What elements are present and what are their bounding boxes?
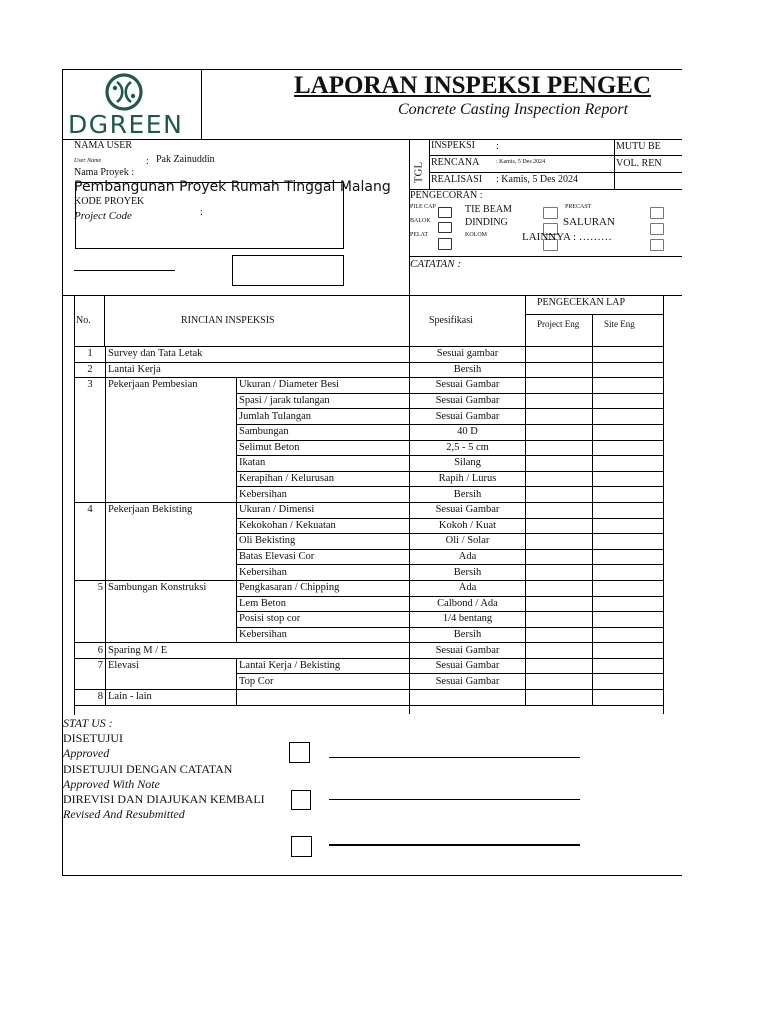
- realisasi-label: REALISASI: [431, 174, 483, 185]
- no-header: No.: [76, 315, 91, 326]
- row-number: [75, 534, 106, 550]
- row-detail: Ukuran / Dimensi: [237, 502, 410, 518]
- row-item: [106, 393, 237, 409]
- table-row: [75, 612, 664, 628]
- project-eng-check-cell[interactable]: [526, 674, 593, 690]
- row-spec: Sesuai Gambar: [410, 393, 526, 409]
- approved-note-checkbox[interactable]: [291, 790, 311, 810]
- project-eng-check-cell[interactable]: [526, 612, 593, 628]
- status-approved-en: Approved: [63, 746, 110, 760]
- site-eng-check-cell[interactable]: [593, 549, 664, 565]
- site-eng-check-cell[interactable]: [593, 424, 664, 440]
- inspeksi-colon: :: [496, 141, 499, 152]
- site-eng-check-cell[interactable]: [593, 643, 664, 659]
- row-detail: Kebersihan: [237, 627, 410, 643]
- revised-signature-line: [329, 844, 580, 846]
- row-number: 6: [75, 643, 106, 659]
- status-label: STAT US :: [63, 716, 113, 730]
- table-row: [75, 518, 664, 534]
- project-eng-check-cell[interactable]: [526, 409, 593, 425]
- row-detail: Posisi stop cor: [237, 612, 410, 628]
- site-eng-header: Site Eng: [604, 319, 635, 329]
- row-number: [75, 627, 106, 643]
- row-detail: Kekokohan / Kekuatan: [237, 518, 410, 534]
- logo-text: DGREEN: [68, 110, 184, 139]
- pengecoran-bottom-line: [409, 256, 682, 257]
- row-detail: [237, 690, 410, 706]
- report-subtitle: Concrete Casting Inspection Report: [398, 101, 629, 118]
- site-eng-check-cell[interactable]: [593, 362, 664, 378]
- site-eng-check-cell[interactable]: [593, 690, 664, 706]
- row-item: [106, 596, 237, 612]
- rencana-label: RENCANA: [431, 157, 480, 168]
- row-detail: Top Cor: [237, 674, 410, 690]
- project-eng-check-cell[interactable]: [526, 456, 593, 472]
- site-eng-check-cell[interactable]: [593, 534, 664, 550]
- row-spec: Sesuai Gambar: [410, 502, 526, 518]
- site-eng-check-cell[interactable]: [593, 487, 664, 503]
- row-detail: Pengkasaran / Chipping: [237, 580, 410, 596]
- row-spec: Kokoh / Kuat: [410, 518, 526, 534]
- signature-box[interactable]: [232, 255, 344, 286]
- table-row: [75, 456, 664, 472]
- row-number: [75, 456, 106, 472]
- row-item: Lain - lain: [106, 690, 237, 706]
- realisasi-value[interactable]: : Kamis, 5 Des 2024: [496, 174, 578, 185]
- row-item: Survey dan Tata Letak: [106, 347, 410, 363]
- row-spec: Bersih: [410, 627, 526, 643]
- kolom-label: KOLOM: [465, 232, 487, 238]
- table-row: [75, 347, 664, 363]
- table-row: [75, 440, 664, 456]
- row-number: [75, 487, 106, 503]
- row-item: Sparing M / E: [106, 643, 410, 659]
- row-spec: Silang: [410, 456, 526, 472]
- rencana-value[interactable]: : Kamis, 5 Des 2024: [496, 159, 546, 165]
- row-spec: Bersih: [410, 487, 526, 503]
- row-spec: Bersih: [410, 362, 526, 378]
- status-approved: DISETUJUI: [63, 731, 123, 745]
- pengecekan-header: PENGECEKAN LAP: [537, 297, 626, 308]
- row-number: 1: [75, 347, 106, 363]
- row-spec: 40 D: [410, 424, 526, 440]
- table-row: [75, 549, 664, 565]
- row-number: 8: [75, 690, 106, 706]
- table-row: [75, 580, 664, 596]
- row-spec: Calbond / Ada: [410, 596, 526, 612]
- project-eng-check-cell[interactable]: [526, 580, 593, 596]
- row-item: Pekerjaan Pembesian: [106, 378, 237, 394]
- row-item: [106, 518, 237, 534]
- row-spec: [410, 690, 526, 706]
- tgl-label: TGL: [412, 161, 425, 184]
- project-eng-check-cell[interactable]: [526, 549, 593, 565]
- site-eng-check-cell[interactable]: [593, 502, 664, 518]
- balok-label: BALOK: [410, 218, 431, 224]
- site-eng-check-cell[interactable]: [593, 393, 664, 409]
- user-value[interactable]: Pak Zainuddin: [156, 154, 215, 165]
- approved-checkbox[interactable]: [289, 742, 310, 763]
- inspeksi-label: INSPEKSI: [431, 140, 475, 151]
- user-colon: :: [146, 156, 149, 167]
- table-row: [75, 674, 664, 690]
- row-item: Sambungan Konstruksi: [106, 580, 237, 596]
- project-eng-check-cell[interactable]: [526, 658, 593, 674]
- table-row: [75, 690, 664, 706]
- revised-checkbox[interactable]: [291, 836, 312, 857]
- project-code-label-en: Project Code: [74, 210, 132, 222]
- site-eng-check-cell[interactable]: [593, 347, 664, 363]
- row-detail: Spasi / jarak tulangan: [237, 393, 410, 409]
- site-eng-check-cell[interactable]: [593, 518, 664, 534]
- row-number: [75, 409, 106, 425]
- row-number: 5: [75, 580, 106, 596]
- row-number: 4: [75, 502, 106, 518]
- approved-note-signature-line: [329, 799, 580, 800]
- precast-label: PRECAST: [565, 204, 592, 210]
- pengecoran-label: PENGECORAN :: [410, 190, 483, 201]
- row-item: [106, 424, 237, 440]
- date-row-line-1: [429, 155, 682, 156]
- pelat-label: PELAT: [410, 232, 428, 238]
- row-detail: Sambungan: [237, 424, 410, 440]
- row-item: [106, 456, 237, 472]
- row-number: [75, 471, 106, 487]
- tie-beam-checkbox[interactable]: [543, 207, 558, 219]
- inspection-table: [74, 346, 664, 706]
- project-eng-check-cell[interactable]: [526, 596, 593, 612]
- table-row: [75, 471, 664, 487]
- row-item: [106, 409, 237, 425]
- mutu-beton-label: MUTU BE: [616, 141, 661, 152]
- row-number: [75, 674, 106, 690]
- site-eng-check-cell[interactable]: [593, 409, 664, 425]
- row-number: [75, 518, 106, 534]
- row-number: [75, 596, 106, 612]
- table-row: [75, 534, 664, 550]
- row-detail: Batas Elevasi Cor: [237, 549, 410, 565]
- project-name-value[interactable]: Pembangunan Proyek Rumah Tinggal Malang: [74, 179, 391, 195]
- row-spec: Oli / Solar: [410, 534, 526, 550]
- table-row: [75, 627, 664, 643]
- site-col-line: [592, 314, 593, 346]
- row-number: [75, 612, 106, 628]
- saluran-label: SALURAN: [563, 216, 615, 228]
- project-eng-check-cell[interactable]: [526, 440, 593, 456]
- saluran-checkbox[interactable]: [650, 223, 664, 235]
- check-col-line: [525, 295, 526, 346]
- row-detail: Kerapihan / Kelurusan: [237, 471, 410, 487]
- row-number: 3: [75, 378, 106, 394]
- project-eng-check-cell[interactable]: [526, 565, 593, 581]
- row-detail: Selimut Beton: [237, 440, 410, 456]
- table-row: [75, 502, 664, 518]
- row-number: [75, 440, 106, 456]
- row-item: Lantai Kerja: [106, 362, 410, 378]
- row-item: [106, 487, 237, 503]
- row-detail: Ukuran / Diameter Besi: [237, 378, 410, 394]
- row-detail: Kebersihan: [237, 565, 410, 581]
- dinding-label: DINDING: [465, 217, 508, 228]
- row-spec: Sesuai Gambar: [410, 378, 526, 394]
- site-eng-check-cell[interactable]: [593, 565, 664, 581]
- row-detail: Lem Beton: [237, 596, 410, 612]
- row-item: [106, 534, 237, 550]
- project-eng-check-cell[interactable]: [526, 378, 593, 394]
- table-row: [75, 378, 664, 394]
- row-spec: 1/4 bentang: [410, 612, 526, 628]
- project-eng-check-cell[interactable]: [526, 362, 593, 378]
- row-item: [106, 674, 237, 690]
- row-spec: Rapih / Lurus: [410, 471, 526, 487]
- site-eng-check-cell[interactable]: [593, 674, 664, 690]
- row-number: 2: [75, 362, 106, 378]
- status-revised: DIREVISI DAN DIAJUKAN KEMBALI: [63, 792, 265, 806]
- spesifikasi-header: Spesifikasi: [429, 315, 473, 326]
- project-name-label: Nama Proyek :: [74, 167, 134, 178]
- table-row: [75, 565, 664, 581]
- table-row: [75, 658, 664, 674]
- check-subheader-line: [525, 314, 663, 315]
- precast-checkbox[interactable]: [650, 207, 664, 219]
- project-eng-check-cell[interactable]: [526, 627, 593, 643]
- project-eng-check-cell[interactable]: [526, 347, 593, 363]
- pelat-checkbox[interactable]: [438, 238, 452, 250]
- row-item: [106, 549, 237, 565]
- row-number: 7: [75, 658, 106, 674]
- project-eng-header: Project Eng: [537, 319, 580, 329]
- status-revised-en: Revised And Resubmitted: [63, 807, 185, 821]
- project-eng-check-cell[interactable]: [526, 518, 593, 534]
- row-spec: Ada: [410, 580, 526, 596]
- site-eng-check-cell[interactable]: [593, 580, 664, 596]
- tie-beam-label: TIE BEAM: [465, 204, 512, 215]
- table-row: [75, 424, 664, 440]
- vol-rencana-label: VOL. REN: [616, 158, 662, 169]
- table-row: [75, 362, 664, 378]
- row-spec: Sesuai Gambar: [410, 643, 526, 659]
- lainnya-label[interactable]: LAINNYA : ………: [522, 231, 612, 243]
- row-detail: Lantai Kerja / Bekisting: [237, 658, 410, 674]
- header-bottom-line: [62, 139, 682, 140]
- company-logo: [68, 72, 198, 138]
- lainnya-checkbox[interactable]: [650, 239, 664, 251]
- project-eng-check-cell[interactable]: [526, 424, 593, 440]
- project-code-colon: :: [200, 207, 203, 218]
- approved-signature-line: [329, 757, 580, 758]
- no-col-line: [104, 295, 105, 346]
- site-eng-check-cell[interactable]: [593, 627, 664, 643]
- catatan-label: CATATAN :: [410, 258, 462, 270]
- row-detail: Oli Bekisting: [237, 534, 410, 550]
- row-item: Elevasi: [106, 658, 237, 674]
- row-spec: Bersih: [410, 565, 526, 581]
- rincian-header: RINCIAN INSPEKSIS: [181, 315, 275, 326]
- site-eng-check-cell[interactable]: [593, 612, 664, 628]
- logo-divider: [201, 69, 202, 139]
- project-eng-check-cell[interactable]: [526, 487, 593, 503]
- row-spec: Sesuai Gambar: [410, 674, 526, 690]
- project-eng-check-cell[interactable]: [526, 393, 593, 409]
- project-eng-check-cell[interactable]: [526, 502, 593, 518]
- site-eng-check-cell[interactable]: [593, 471, 664, 487]
- site-eng-check-cell[interactable]: [593, 440, 664, 456]
- row-item: [106, 471, 237, 487]
- user-label-en: User Name: [74, 158, 102, 164]
- table-row: [75, 487, 664, 503]
- project-eng-check-cell[interactable]: [526, 534, 593, 550]
- project-eng-check-cell[interactable]: [526, 690, 593, 706]
- row-number: [75, 549, 106, 565]
- site-eng-check-cell[interactable]: [593, 378, 664, 394]
- project-code-label: KODE PROYEK: [74, 196, 145, 207]
- balok-checkbox[interactable]: [438, 222, 452, 233]
- row-item: Pekerjaan Bekisting: [106, 502, 237, 518]
- site-eng-check-cell[interactable]: [593, 658, 664, 674]
- site-eng-check-cell[interactable]: [593, 596, 664, 612]
- row-number: [75, 393, 106, 409]
- row-spec: Sesuai gambar: [410, 347, 526, 363]
- signature-line: [74, 270, 175, 271]
- table-row: [75, 393, 664, 409]
- row-item: [106, 627, 237, 643]
- site-eng-check-cell[interactable]: [593, 456, 664, 472]
- table-row: [75, 596, 664, 612]
- row-item: [106, 612, 237, 628]
- table-top-line: [62, 295, 682, 296]
- table-row: [75, 409, 664, 425]
- row-item: [106, 440, 237, 456]
- table-row: [75, 643, 664, 659]
- mutu-divider: [614, 139, 615, 189]
- row-detail: Kebersihan: [237, 487, 410, 503]
- project-eng-check-cell[interactable]: [526, 643, 593, 659]
- tgl-divider: [429, 139, 430, 189]
- status-approved-note-en: Approved With Note: [63, 777, 160, 791]
- row-number: [75, 424, 106, 440]
- row-item: [106, 565, 237, 581]
- report-title: LAPORAN INSPEKSI PENGEC: [294, 72, 651, 99]
- row-detail: Jumlah Tulangan: [237, 409, 410, 425]
- pile-cap-checkbox[interactable]: [438, 207, 452, 218]
- row-number: [75, 565, 106, 581]
- row-spec: Sesuai Gambar: [410, 409, 526, 425]
- row-detail: Ikatan: [237, 456, 410, 472]
- row-spec: Ada: [410, 549, 526, 565]
- pile-cap-label: PILE CAP: [410, 204, 436, 210]
- row-spec: Sesuai Gambar: [410, 658, 526, 674]
- row-spec: 2,5 - 5 cm: [410, 440, 526, 456]
- project-eng-check-cell[interactable]: [526, 471, 593, 487]
- user-label: NAMA USER: [74, 140, 133, 151]
- date-row-line-2: [429, 172, 682, 173]
- status-approved-note: DISETUJUI DENGAN CATATAN: [63, 762, 233, 776]
